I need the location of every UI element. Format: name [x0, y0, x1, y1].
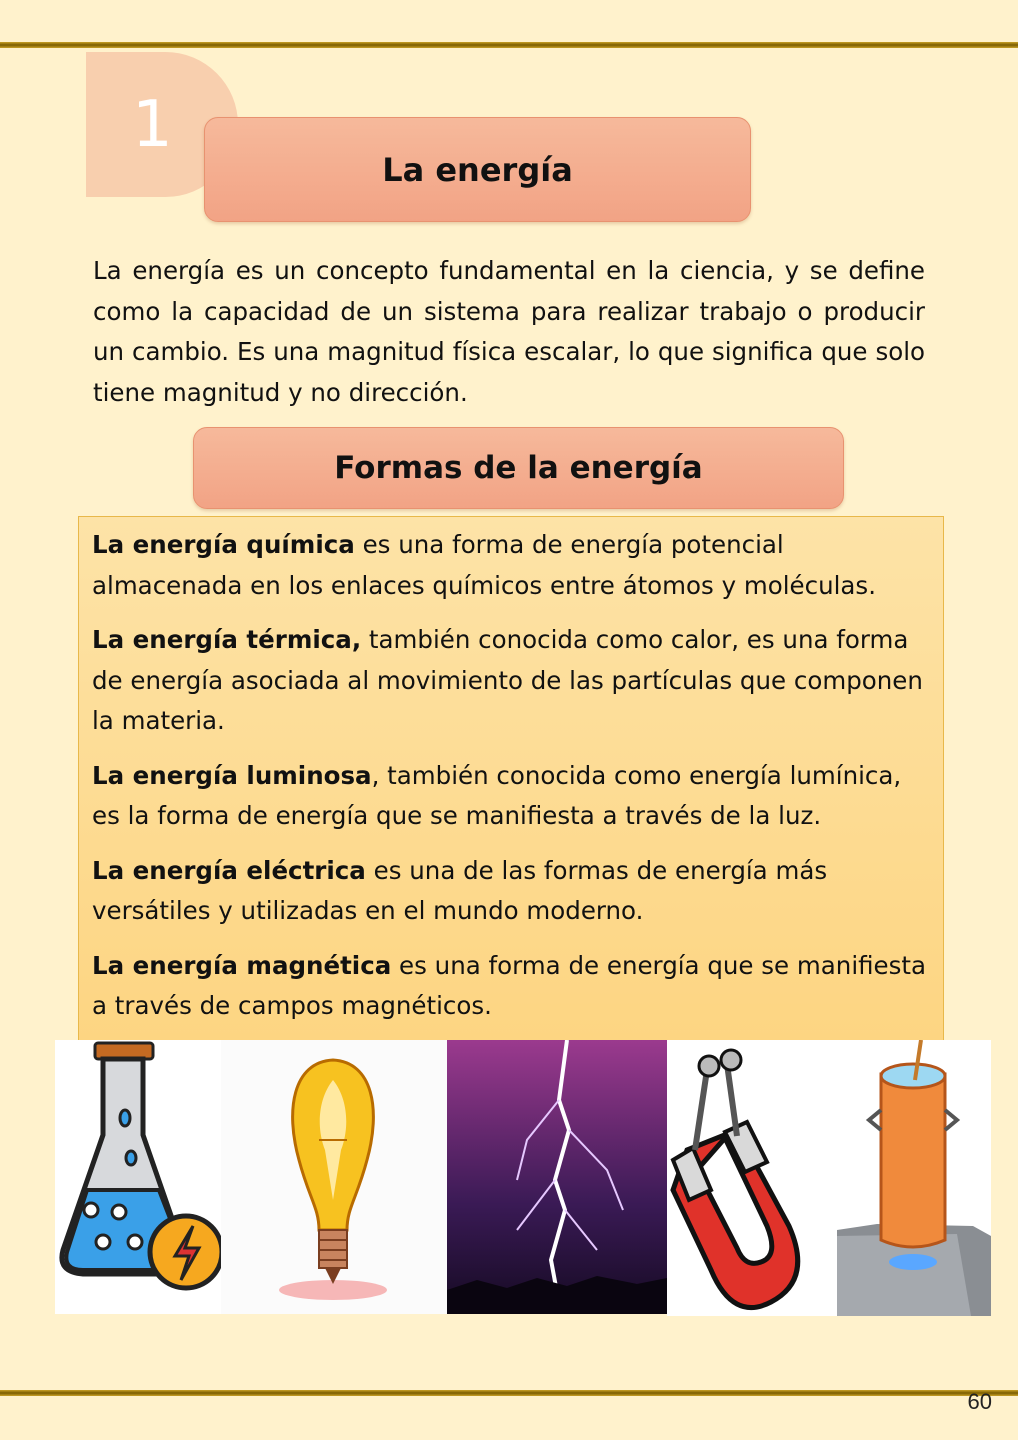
forms-box	[78, 516, 944, 1042]
form-description: también conocida como calor, es una forma de energía asociada al movimiento de las partículas que componen la materia.	[92, 625, 923, 735]
form-item	[92, 756, 929, 837]
form-term: La energía luminosa	[92, 760, 372, 790]
intro-paragraph: La energía es un concepto fundamental en la ciencia, y se define como la capacidad de un sistema para realizar trabajo o producir un cambio. Es una magnitud física escalar, lo que significa que solo tiene magnitud y no dirección.	[93, 256, 925, 407]
form-term: La energía química	[92, 530, 355, 559]
lightning-icon	[447, 1040, 667, 1314]
magnet-icon	[667, 1040, 837, 1316]
form-description: es una forma de energía que se manifiesta a través de campos magnéticos.	[92, 950, 927, 1020]
form-description: es una forma de energía potencial almacenada en los enlaces químicos entre átomos y moléculas.	[92, 530, 876, 600]
section-number: 1	[132, 88, 173, 162]
heated-pot-icon	[837, 1040, 991, 1316]
bottom-rule	[0, 1390, 1018, 1396]
chemical-flask-icon	[55, 1040, 221, 1314]
form-item	[92, 946, 929, 1027]
section-title: La energía	[204, 117, 751, 222]
page-number: 60	[967, 1389, 992, 1414]
form-term: La energía eléctrica	[92, 855, 366, 885]
form-description: , también conocida como energía lumínica, es la forma de energía que se manifiesta a través de la luz.	[92, 760, 902, 830]
form-term: La energía magnética	[92, 950, 392, 980]
top-rule	[0, 42, 1018, 48]
form-description: es una de las formas de energía más versátiles y utilizadas en el mundo moderno.	[92, 855, 828, 925]
form-term: La energía térmica,	[92, 625, 362, 654]
form-item	[92, 525, 929, 606]
light-bulb-icon	[221, 1040, 447, 1314]
forms-title: Formas de la energía	[193, 427, 844, 509]
form-item	[92, 620, 929, 742]
form-item	[92, 851, 929, 932]
